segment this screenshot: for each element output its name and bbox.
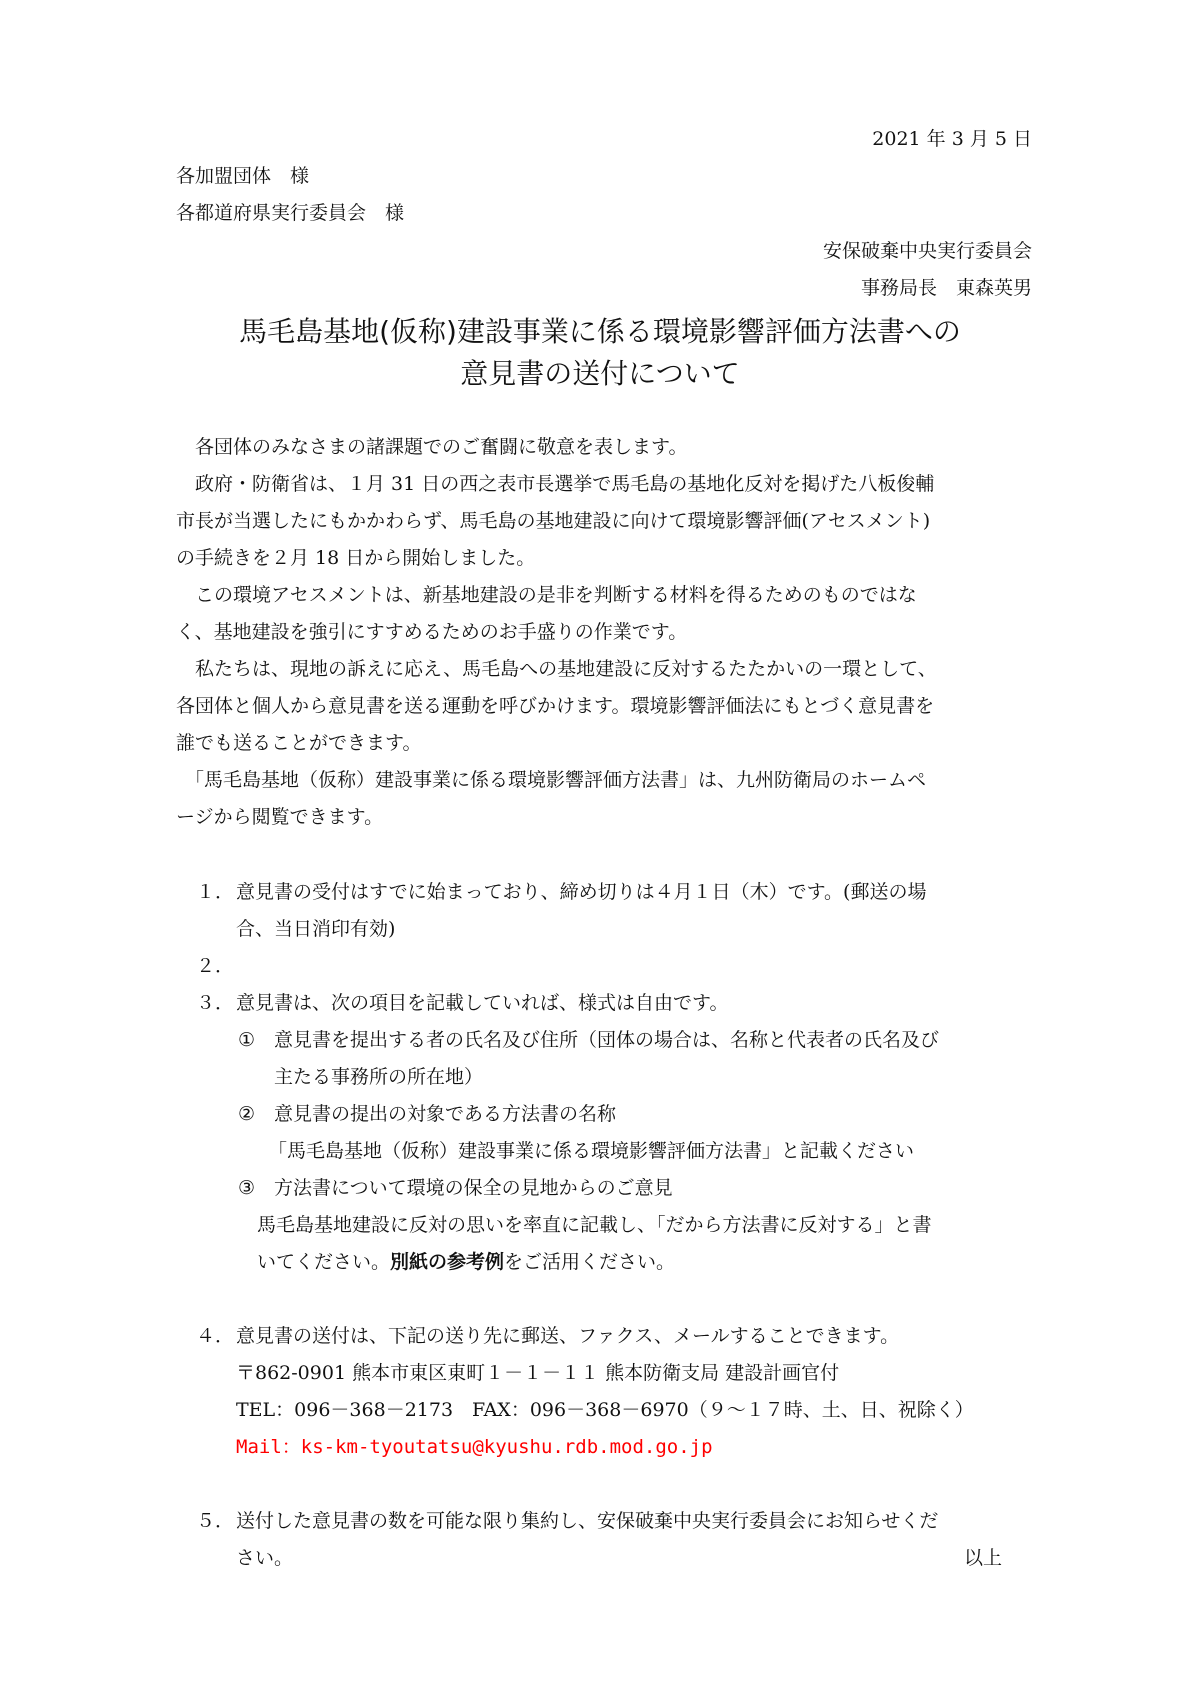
subitem-mark-2: ② bbox=[238, 1103, 256, 1125]
subitem-3-line1: 方法書について環境の保全の見地からのご意見 bbox=[274, 1177, 673, 1199]
subitem-1-line1: 意見書を提出する者の氏名及び住所（団体の場合は、名称と代表者の氏名及び bbox=[274, 1029, 940, 1051]
document-title-line1: 馬毛島基地(仮称)建設事業に係る環境影響評価方法書への bbox=[239, 315, 961, 348]
intro-paragraph-2-line3: の手続きを２月 18 日から開始しました。 bbox=[176, 547, 536, 569]
item-5-line2: さい。 bbox=[236, 1547, 294, 1569]
subitem-mark-3: ③ bbox=[238, 1177, 256, 1199]
subitem-2-line2: 「馬毛島基地（仮称）建設事業に係る環境影響評価方法書」と記載ください bbox=[268, 1140, 915, 1162]
tel-fax: TEL：096－368－2173 FAX：096－368－6970（９～１７時、土、日、祝除く） bbox=[236, 1399, 974, 1421]
intro-paragraph-4-line3: 誰でも送ることができます。 bbox=[176, 732, 422, 754]
intro-paragraph-1: 各団体のみなさまの諸課題でのご奮闘に敬意を表します。 bbox=[195, 436, 688, 458]
item-number-1: １． bbox=[196, 881, 235, 903]
item-number-2: ２． bbox=[196, 955, 235, 977]
intro-paragraph-2-line1: 政府・防衛省は、１月 31 日の西之表市長選挙で馬毛島の基地化反対を掲げた八板俊輔 bbox=[195, 473, 935, 495]
mail-address: Mail：ks-km-tyoutatsu@kyushu.rdb.mod.go.jp bbox=[236, 1436, 713, 1458]
intro-paragraph-4-line2: 各団体と個人から意見書を送る運動を呼びかけます。環境影響評価法にもとづく意見書を bbox=[176, 695, 935, 717]
intro-paragraph-4-line1: 私たちは、現地の訴えに応え、馬毛島への基地建設に反対するたたかいの一環として、 bbox=[195, 658, 937, 680]
subitem-3-line3-text-c: をご活用ください。 bbox=[504, 1251, 676, 1273]
intro-paragraph-2-line2: 市長が当選したにもかかわらず、馬毛島の基地建設に向けて環境影響評価(アセスメント) bbox=[176, 510, 931, 532]
subitem-3-line2: 馬毛島基地建設に反対の思いを率直に記載し、「だから方法書に反対する」と書 bbox=[257, 1214, 932, 1236]
subitem-3-line3 bbox=[257, 1251, 675, 1273]
sender-person: 事務局長 東森英男 bbox=[860, 277, 1032, 299]
intro-paragraph-5-line1: 「馬毛島基地（仮称）建設事業に係る環境影響評価方法書」は、九州防衛局のホームペ bbox=[185, 769, 927, 791]
item-number-3: ３． bbox=[196, 992, 235, 1014]
item-number-4: ４． bbox=[196, 1325, 235, 1347]
recipient-member-groups: 各加盟団体 様 bbox=[176, 165, 310, 187]
date: 2021 年 3 月 5 日 bbox=[872, 128, 1032, 150]
intro-paragraph-3-line1: この環境アセスメントは、新基地建設の是非を判断する材料を得るためのものではな bbox=[195, 584, 917, 606]
subitem-3-line3-text-a: いてください。 bbox=[257, 1251, 391, 1273]
document-title-line2: 意見書の送付について bbox=[460, 357, 740, 390]
item-1-line1: 意見書の受付はすでに始まっており、締め切りは４月１日（木）です。(郵送の場 bbox=[236, 881, 927, 903]
sender-organization: 安保破棄中央実行委員会 bbox=[822, 240, 1032, 262]
attachment-reference-emphasis: 別紙の参考例 bbox=[390, 1251, 505, 1273]
intro-paragraph-3-line2: く、基地建設を強引にすすめるためのお手盛りの作業です。 bbox=[176, 621, 688, 643]
mailing-address: 〒862-0901 熊本市東区東町１－１－１１ 熊本防衛支局 建設計画官付 bbox=[236, 1362, 840, 1384]
item-3-line1: 意見書は、次の項目を記載していれば、様式は自由です。 bbox=[236, 992, 729, 1014]
item-5-line1: 送付した意見書の数を可能な限り集約し、安保破棄中央実行委員会にお知らせくだ bbox=[236, 1510, 939, 1532]
subitem-mark-1: ① bbox=[238, 1029, 256, 1051]
subitem-2-line1: 意見書の提出の対象である方法書の名称 bbox=[274, 1103, 617, 1125]
subitem-1-line2: 主たる事務所の所在地） bbox=[274, 1066, 484, 1088]
intro-paragraph-5-line2: ージから閲覧できます。 bbox=[176, 806, 384, 828]
item-1-line2: 合、当日消印有効) bbox=[236, 918, 396, 940]
recipient-prefectural-committees: 各都道府県実行委員会 様 bbox=[176, 202, 405, 224]
item-4-line1: 意見書の送付は、下記の送り先に郵送、ファクス、メールすることできます。 bbox=[236, 1325, 900, 1347]
item-number-5: ５． bbox=[196, 1510, 235, 1532]
closing-word: 以上 bbox=[964, 1547, 1003, 1569]
